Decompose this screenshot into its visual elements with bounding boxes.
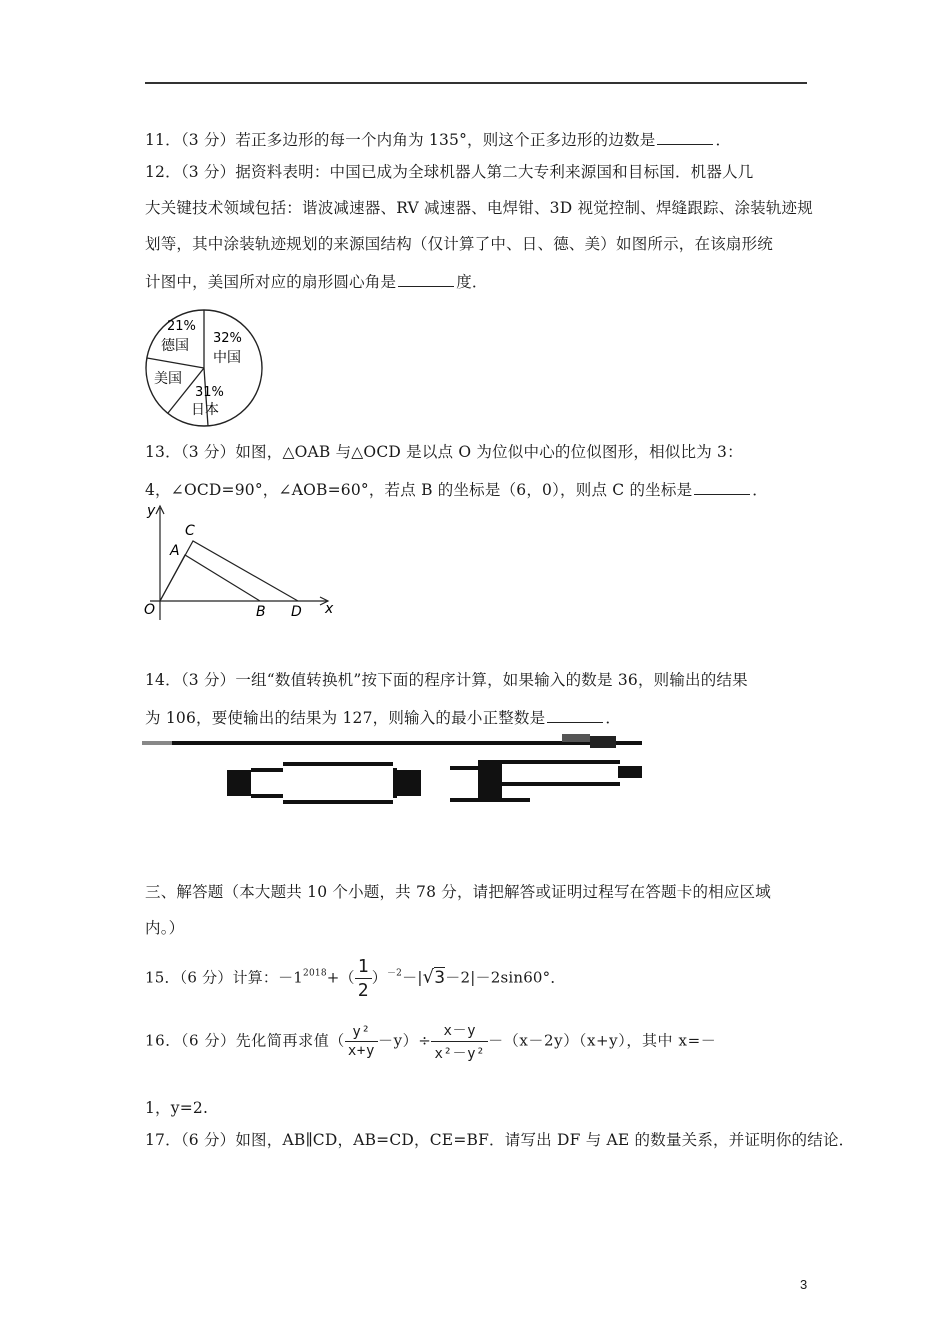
page-number: 3 bbox=[800, 1277, 808, 1292]
question-12-line4: 计图中，美国所对应的扇形圆心角是 度． bbox=[145, 273, 488, 291]
question-17: 17．（6 分）如图，AB∥CD，AB=CD，CE=BF．请写出 DF 与 AE 的数量关系，并证明你的结论． bbox=[145, 1131, 855, 1149]
pie-label-germany-percent: 21% bbox=[167, 319, 196, 334]
pie-label-usa: 美国 bbox=[154, 371, 182, 387]
label-a: A bbox=[170, 543, 180, 559]
question-11: 11．（3 分）若正多边形的每一个内角为 135°，则这个正多边形的边数是 ． bbox=[145, 131, 732, 149]
triangle-oab bbox=[160, 555, 260, 601]
label-o: O bbox=[144, 602, 156, 618]
sqrt-symbol: √ bbox=[422, 966, 435, 988]
label-x: x bbox=[325, 601, 334, 617]
question-14-line1: 14．（3 分）一组“数值转换机”按下面的程序计算，如果输入的数是 36，则输出的结果 bbox=[145, 671, 748, 689]
section-3-line2: 内。） bbox=[145, 919, 185, 937]
question-16-line2: 1，y=2. bbox=[145, 1099, 209, 1117]
question-15: 15．（6 分）计算：$-1^{2018}+$（ $\frac{1}{2}$ ）$^{-2}$－|√3－2|－2sin60°． bbox=[145, 956, 566, 1001]
header-rule bbox=[145, 82, 807, 84]
triangle-ocd bbox=[160, 541, 298, 601]
label-b: B bbox=[256, 604, 266, 620]
pie-label-china-percent: 32% bbox=[213, 331, 242, 346]
label-d: D bbox=[291, 604, 302, 620]
label-y: y bbox=[147, 503, 156, 519]
question-16: 16．（6 分）先化简再求值（ $\frac{\text{y²}}{x+y}$ －y）÷ $\frac{x-y}{\text{x²－y²}}$ －（x－2y）（x+y），其中 x=－ bbox=[145, 1020, 716, 1063]
question-12-line2: 大关键技术领域包括：谐波减速器、RV 减速器、电焊钳、3D 视觉控制、焊缝跟踪、涂装轨迹规 bbox=[145, 199, 813, 217]
answer-blank bbox=[694, 493, 750, 495]
question-13-line2: 4，∠OCD=90°，∠AOB=60°，若点 B 的坐标是（6，0），则点 C 的坐标是 ． bbox=[145, 481, 768, 499]
flowchart-obscured bbox=[142, 734, 647, 834]
answer-blank bbox=[398, 285, 454, 287]
pie-label-japan-percent: 31% bbox=[195, 385, 224, 400]
question-13-line1: 13．（3 分）如图，△OAB 与△OCD 是以点 O 为位似中心的位似图形，相似比为 3： bbox=[145, 443, 743, 461]
question-12-line1: 12．（3 分）据资料表明：中国已成为全球机器人第二大专利来源国和目标国．机器人几 bbox=[145, 163, 754, 181]
figure-13-triangles bbox=[138, 500, 338, 622]
answer-blank bbox=[657, 143, 713, 145]
pie-label-germany: 德国 bbox=[161, 338, 189, 354]
fraction-xy-over-x2y2: $\frac{x-y}{\text{x²－y²}}$ bbox=[431, 1020, 488, 1063]
fraction-one-half: $\frac{1}{2}$ bbox=[355, 956, 372, 1001]
pie-chart bbox=[143, 308, 267, 428]
question-12-line3: 划等，其中涂装轨迹规划的来源国结构（仅计算了中、日、德、美）如图所示，在该扇形统 bbox=[145, 235, 774, 253]
answer-blank bbox=[547, 721, 603, 723]
section-3-line1: 三、解答题（本大题共 10 个小题，共 78 分，请把解答或证明过程写在答题卡的相应区域 bbox=[145, 883, 771, 901]
question-14-line2: 为 106，要使输出的结果为 127，则输入的最小正整数是 ． bbox=[145, 709, 622, 727]
pie-label-china: 中国 bbox=[213, 350, 241, 366]
fraction-y2-over-xy: $\frac{\text{y²}}{x+y}$ bbox=[345, 1024, 378, 1059]
pie-label-japan: 日本 bbox=[191, 402, 219, 418]
label-c: C bbox=[185, 523, 195, 539]
